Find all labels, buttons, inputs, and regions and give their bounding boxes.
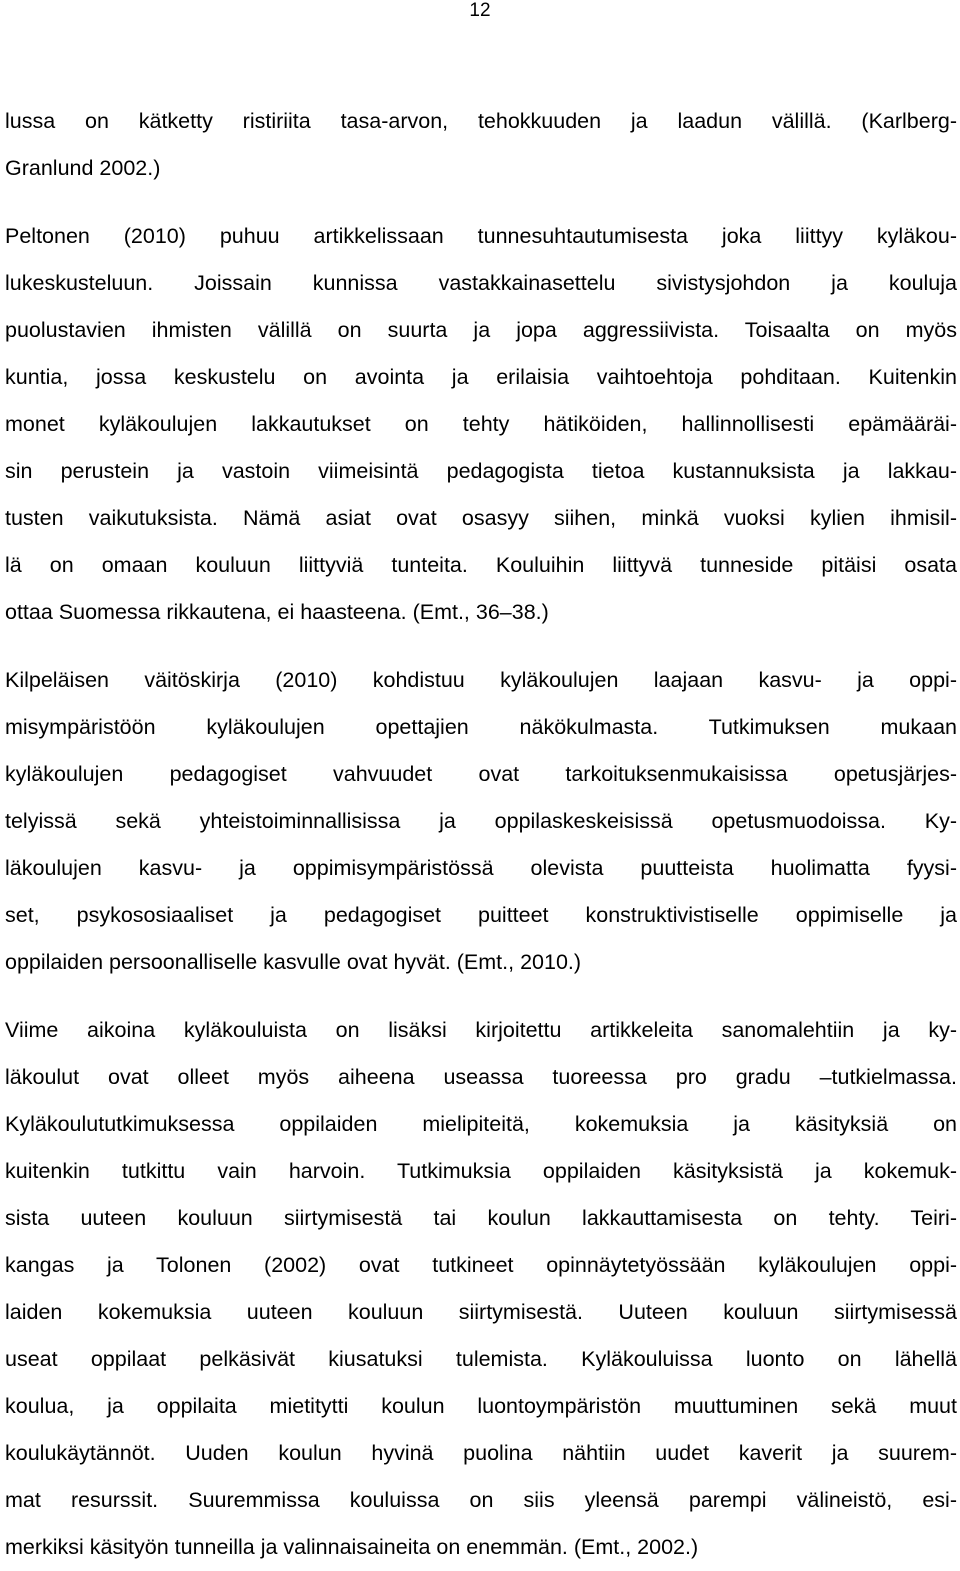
document-body — [5, 98, 957, 1571]
text-line: sista uuteen kouluun siirtymisestä tai koulun lakkauttamisesta on tehty. Teiri- — [5, 1206, 957, 1230]
text-line: Granlund 2002.) — [5, 156, 161, 180]
text-line: monet kyläkoulujen lakkautukset on tehty hätiköiden, hallinnollisesti epämääräi- — [5, 412, 957, 436]
text-line: ottaa Suomessa rikkautena, ei haasteena. (Emt., 36–38.) — [5, 600, 549, 624]
text-line: kuntia, jossa keskustelu on avointa ja erilaisia vaihtoehtoja pohditaan. Kuitenkin — [5, 365, 957, 389]
page-number: 12 — [469, 0, 491, 21]
text-line: puolustavien ihmisten välillä on suurta ja jopa aggressiivista. Toisaalta on myös — [5, 318, 957, 342]
text-line: Kilpeläisen väitöskirja (2010) kohdistuu kyläkoulujen laajaan kasvu- ja oppi- — [5, 668, 957, 692]
paragraph-2 — [5, 213, 957, 636]
text-line: laiden kokemuksia uuteen kouluun siirtymisestä. Uuteen kouluun siirtymisessä — [5, 1300, 957, 1324]
paragraph-4 — [5, 1007, 957, 1571]
text-line: kyläkoulujen pedagogiset vahvuudet ovat tarkoituksenmukaisissa opetusjärjes- — [5, 762, 957, 786]
text-line: mat resurssit. Suuremmissa kouluissa on siis yleensä parempi välineistö, esi- — [5, 1488, 957, 1512]
text-line: useat oppilaat pelkäsivät kiusatuksi tulemista. Kyläkouluissa luonto on lähellä — [5, 1347, 957, 1371]
text-line: oppilaiden persoonalliselle kasvulle ovat hyvät. (Emt., 2010.) — [5, 950, 582, 974]
text-line: misympäristöön kyläkoulujen opettajien näkökulmasta. Tutkimuksen mukaan — [5, 715, 957, 739]
text-line: kangas ja Tolonen (2002) ovat tutkineet opinnäytetyössään kyläkoulujen oppi- — [5, 1253, 957, 1277]
text-line: Kyläkoulututkimuksessa oppilaiden mielipiteitä, kokemuksia ja käsityksiä on — [5, 1112, 957, 1136]
text-line: lussa on kätketty ristiriita tasa-arvon, tehokkuuden ja laadun välillä. (Karlberg- — [5, 109, 957, 133]
text-line: merkiksi käsityön tunneilla ja valinnaisaineita on enemmän. (Emt., 2002.) — [5, 1535, 699, 1559]
text-line: set, psykososiaaliset ja pedagogiset puitteet konstruktivistiselle oppimiselle ja — [5, 903, 957, 927]
text-line: Peltonen (2010) puhuu artikkelissaan tunnesuhtautumisesta joka liittyy kyläkou- — [5, 224, 957, 248]
text-line: lukeskusteluun. Joissain kunnissa vastakkainasettelu sivistysjohdon ja kouluja — [5, 271, 957, 295]
paragraph-1 — [5, 98, 957, 192]
text-line: koulukäytännöt. Uuden koulun hyvinä puolina nähtiin uudet kaverit ja suurem- — [5, 1441, 957, 1465]
text-line: tusten vaikutuksista. Nämä asiat ovat osasyy siihen, minkä vuoksi kylien ihmisil- — [5, 506, 957, 530]
text-line: Viime aikoina kyläkouluista on lisäksi kirjoitettu artikkeleita sanomalehtiin ja ky- — [5, 1018, 957, 1042]
text-line: sin perustein ja vastoin viimeisintä pedagogista tietoa kustannuksista ja lakkau- — [5, 459, 957, 483]
text-line: telyissä sekä yhteistoiminnallisissa ja oppilaskeskeisissä opetusmuodoissa. Ky- — [5, 809, 957, 833]
text-line: kuitenkin tutkittu vain harvoin. Tutkimuksia oppilaiden käsityksistä ja kokemuk- — [5, 1159, 957, 1183]
text-line: koulua, ja oppilaita mietitytti koulun luontoympäristön muuttuminen sekä muut — [5, 1394, 957, 1418]
text-line: lä on omaan kouluun liittyviä tunteita. Kouluihin liittyvä tunneside pitäisi osata — [5, 553, 957, 577]
paragraph-3 — [5, 657, 957, 986]
text-line: läkoulut ovat olleet myös aiheena useassa tuoreessa pro gradu –tutkielmassa. — [5, 1065, 957, 1089]
text-line: läkoulujen kasvu- ja oppimisympäristössä olevista puutteista huolimatta fyysi- — [5, 856, 957, 880]
